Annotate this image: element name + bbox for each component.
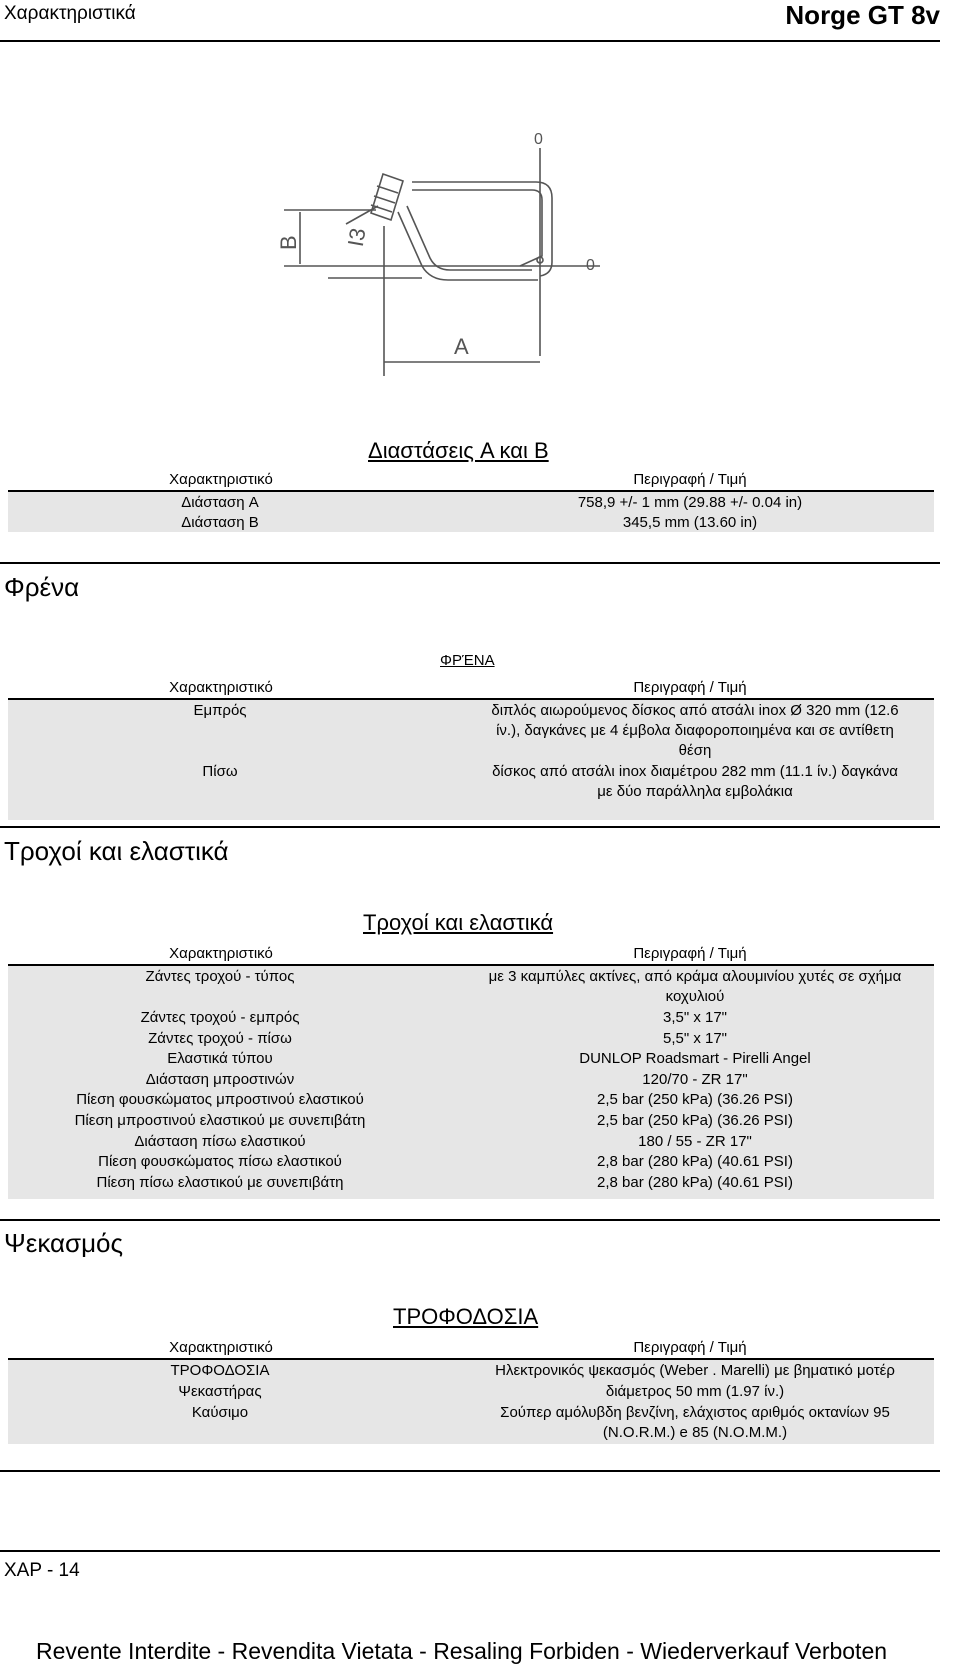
page-number: XAP - 14 (4, 1560, 80, 1581)
injection-row-name: Ψεκαστήρας (178, 1383, 262, 1400)
wheels-row-value (460, 967, 930, 1007)
brakes-value-line: ίν.), δαγκάνες με 4 έμβολα διαφοροποιημένα και σε αντίθετη (496, 722, 894, 739)
brakes-value-line: διπλός αιωρούμενος δίσκος από ατσάλι inox Ø 320 mm (12.6 (491, 702, 899, 719)
section-divider-injection (0, 1219, 940, 1221)
wheels-row-name: Διάσταση μπροστινών (145, 1070, 295, 1088)
brakes-value-line: με δύο παράλληλα εμβολάκια (597, 783, 793, 800)
header-section-label: Χαρακτηριστικά (4, 3, 136, 24)
injection-section-title: Ψεκασμός (4, 1228, 124, 1258)
wheels-row-value: 120/70 - ZR 17" (642, 1070, 748, 1088)
diagram-label-a: A (454, 334, 469, 359)
header-divider (0, 40, 940, 42)
diagram-label-o-top: 0 (534, 131, 543, 148)
diagram-label-o-right: 0 (586, 257, 595, 274)
brakes-section-title: Φρένα (4, 572, 80, 602)
brakes-row-name: Εμπρός (193, 702, 247, 719)
wheels-row-name: Ζάντες τροχού - εμπρός (140, 1009, 300, 1026)
dimensions-table-title: Διαστάσεις A και B (368, 438, 549, 463)
wheels-row-name: Πίεση πίσω ελαστικού με συνεπιβάτη (96, 1173, 344, 1191)
wheels-col2-header: Περιγραφή / Τιμή (633, 945, 747, 962)
injection-value-line: Σούπερ αμόλυβδη βενζίνη, ελάχιστος αριθμός οκτανίων 95 (500, 1404, 890, 1421)
brakes-value-line: θέση (678, 742, 712, 759)
brakes-table-title: ΦΡΈΝΑ (440, 652, 495, 669)
dimensions-row-name: Διάσταση A (181, 494, 259, 511)
brakes-value-line: δίσκος από ατσάλι inox διαμέτρου 282 mm (11.1 ίν.) δαγκάνα (492, 763, 898, 780)
injection-row-value (460, 1361, 930, 1381)
dimensions-row-value: 758,9 +/- 1 mm (29.88 +/- 0.04 in) (577, 494, 803, 511)
wheels-value-line: με 3 καμπύλες ακτίνες, από κράμα αλουμινίου χυτές σε σχήμα (488, 968, 902, 985)
brakes-col2-header: Περιγραφή / Τιμή (633, 679, 747, 696)
injection-table-title: ΤΡΟΦΟΔΟΣΙΑ (393, 1304, 539, 1329)
dimensions-row-value: 345,5 mm (13.60 in) (622, 514, 758, 531)
injection-value-line: Ηλεκτρονικός ψεκασμός (Weber . Marelli) με βηματικό μοτέρ (495, 1362, 895, 1379)
injection-value-line: (N.O.R.M.) e 85 (N.O.M.M.) (602, 1424, 788, 1441)
wheels-row-value: 2,5 bar (250 kPa) (36.26 PSI) (597, 1112, 793, 1129)
section-divider-wheels (0, 826, 940, 828)
injection-row-value (460, 1403, 930, 1443)
wheels-row-value: 180 / 55 - ZR 17" (638, 1132, 752, 1150)
injection-row-name: ΤΡΟΦΟΔΟΣΙΑ (170, 1362, 270, 1379)
wheels-col1-header: Χαρακτηριστικό (169, 945, 273, 962)
wheels-row-name: Ζάντες τροχού - τύπος (145, 968, 295, 985)
section-divider-end (0, 1470, 940, 1472)
wheels-row-value: 2,5 bar (250 kPa) (36.26 PSI) (597, 1091, 793, 1109)
wheels-row-value: 2,8 bar (280 kPa) (40.61 PSI) (597, 1173, 793, 1191)
dimensions-col1-header: Χαρακτηριστικό (169, 471, 273, 488)
injection-row-value (460, 1382, 930, 1402)
wheels-row-value: 3,5" x 17" (662, 1009, 728, 1026)
wheels-table-title: Τροχοί και ελαστικά (363, 910, 554, 935)
diagram-label-i3: I3 (342, 226, 371, 249)
dimension-diagram (270, 128, 650, 388)
injection-row-name: Καύσιμο (191, 1404, 249, 1421)
wheels-row-name: Πίεση φουσκώματος μπροστινού ελαστικού (76, 1091, 364, 1109)
brakes-col1-header: Χαρακτηριστικό (169, 679, 273, 696)
brakes-row-value (470, 762, 920, 802)
resale-watermark: Revente Interdite - Revendita Vietata - Resaling Forbiden - Wiederverkauf Verboten (36, 1638, 888, 1664)
header-model-title: Norge GT 8v (785, 0, 940, 30)
wheels-section-title: Τροχοί και ελαστικά (4, 836, 229, 866)
injection-col2-header: Περιγραφή / Τιμή (633, 1339, 747, 1356)
wheels-row-value: DUNLOP Roadsmart - Pirelli Angel (579, 1050, 811, 1068)
injection-value-line: διάμετρος 50 mm (1.97 ίν.) (605, 1383, 785, 1400)
wheels-value-line: κοχυλιού (665, 988, 725, 1005)
wheels-row-name: Πίεση φουσκώματος πίσω ελαστικού (98, 1153, 342, 1171)
wheels-row-value: 2,8 bar (280 kPa) (40.61 PSI) (597, 1153, 793, 1171)
wheels-row-name: Διάσταση πίσω ελαστικού (134, 1132, 306, 1150)
brakes-row-value (470, 701, 920, 761)
wheels-row-value: 5,5" x 17" (662, 1029, 728, 1047)
diagram-label-b: B (276, 235, 301, 250)
dimensions-col2-header: Περιγραφή / Τιμή (633, 471, 747, 488)
injection-col1-header: Χαρακτηριστικό (169, 1339, 273, 1356)
section-divider-brakes (0, 562, 940, 564)
wheels-row-name: Ζάντες τροχού - πίσω (148, 1029, 292, 1047)
footer-divider (0, 1550, 940, 1552)
wheels-row-name: Ελαστικά τύπου (167, 1050, 273, 1068)
dimensions-row-name: Διάσταση B (181, 514, 259, 531)
brakes-row-name: Πίσω (202, 763, 238, 780)
wheels-row-name: Πίεση μπροστινού ελαστικού με συνεπιβάτη (74, 1112, 366, 1129)
